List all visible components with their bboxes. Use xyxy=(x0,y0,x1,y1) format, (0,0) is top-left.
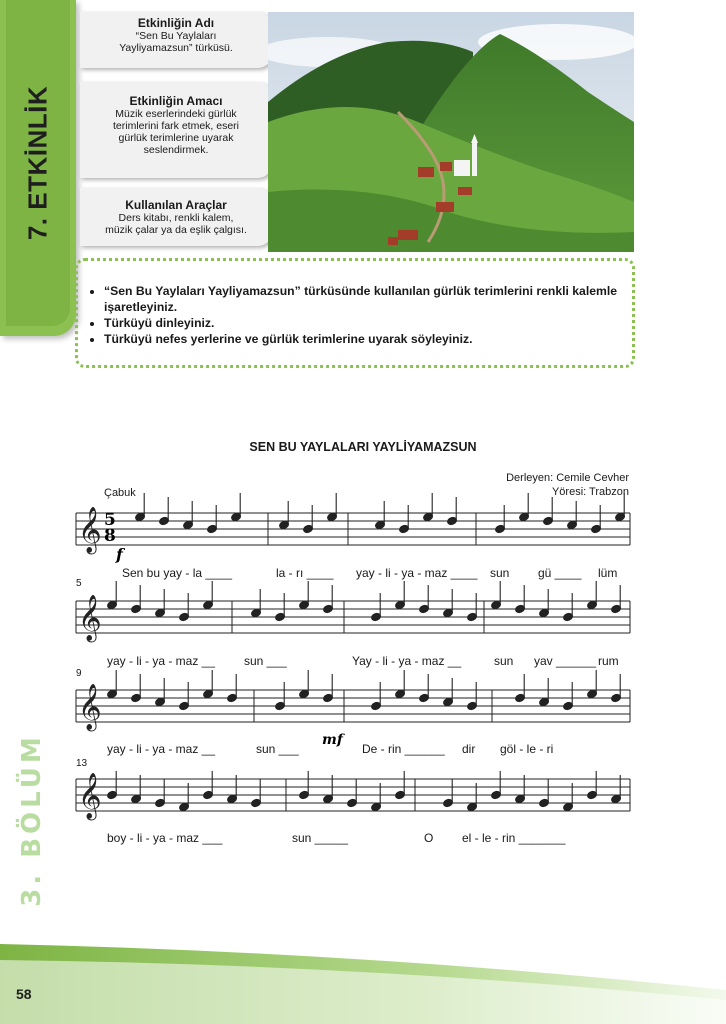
lyric-line-1: sun xyxy=(490,566,510,580)
tools-line: müzik çalar ya da eşlik çalgısı. xyxy=(105,224,247,236)
lyric-line-4: el - le - rin _______ xyxy=(462,831,566,845)
page-number: 58 xyxy=(16,986,32,1002)
lyric-line-3: göl - le - ri xyxy=(500,742,554,756)
activity-aim-line: gürlük terimlerine uyarak xyxy=(118,132,234,144)
lyric-line-3: dir xyxy=(462,742,476,756)
instruction-item: • Türküyü nefes yerlerine ve gürlük terimlerine uyarak söyleyiniz. xyxy=(104,331,622,347)
treble-clef-icon: 𝄞 xyxy=(78,684,102,730)
activity-tab-label: 7. ETKİNLİK xyxy=(22,85,53,241)
tools-line: Ders kitabı, renkli kalem, xyxy=(118,212,234,224)
activity-name-line: “Sen Bu Yaylaları xyxy=(135,30,217,42)
activity-name-line: Yayliyamazsun” türküsü. xyxy=(119,42,233,54)
lyric-line-3: sun ___ xyxy=(256,742,299,756)
dynamic-forte: f xyxy=(116,545,123,564)
tempo-marking: Çabuk xyxy=(104,487,136,499)
activity-name-title: Etkinliğin Adı xyxy=(137,16,215,30)
lyric-line-2: rum xyxy=(598,654,619,668)
chapter-label: 3. BÖLÜM xyxy=(17,733,47,907)
measure-number: 9 xyxy=(76,668,82,679)
lyric-line-1: Sen bu yay - la ____ xyxy=(122,566,233,580)
activity-aim-line: seslendirmek. xyxy=(143,144,209,156)
song-region: Yöresi: Trabzon xyxy=(551,486,629,498)
lyric-line-2: sun xyxy=(494,654,514,668)
lyric-line-2: sun ___ xyxy=(244,654,287,668)
instruction-item: • Türküyü dinleyiniz. xyxy=(104,315,622,331)
lyric-line-4: O xyxy=(424,831,434,845)
instruction-text: “Sen Bu Yaylaları Yayliyamazsun” türküsünde kullanılan gürlük terimlerini renkli kalemle xyxy=(104,284,617,298)
lyric-line-1: lüm xyxy=(598,566,618,580)
activity-aim-line: terimlerini fark etmek, eseri xyxy=(112,120,240,132)
treble-clef-icon: 𝄞 xyxy=(78,507,102,553)
footer-band xyxy=(0,930,726,1024)
lyric-line-3: De - rin ______ xyxy=(362,742,445,756)
song-title: SEN BU YAYLALARI YAYLİYAMAZSUN xyxy=(249,440,477,454)
time-signature-top: 5 xyxy=(104,510,116,530)
song-compiler: Derleyen: Cemile Cevher xyxy=(506,472,629,484)
activity-aim-title: Etkinliğin Amacı xyxy=(129,94,223,108)
lyric-line-2: Yay - li - ya - maz __ xyxy=(352,654,462,668)
measure-number: 13 xyxy=(76,758,88,769)
lyric-line-4: sun _____ xyxy=(292,831,349,845)
lyric-line-4: boy - li - ya - maz ___ xyxy=(107,831,223,845)
instruction-text: işaretleyiniz. xyxy=(104,300,178,314)
measure-number: 5 xyxy=(76,578,82,589)
lyric-line-1: yay - li - ya - maz ____ xyxy=(356,566,478,580)
lyric-line-1: la - rı ____ xyxy=(276,566,334,580)
lyric-line-1: gü ____ xyxy=(538,566,582,580)
lyric-line-2: yay - li - ya - maz __ xyxy=(107,654,216,668)
tools-title: Kullanılan Araçlar xyxy=(125,198,227,212)
dynamic-mezzo-forte: mf xyxy=(322,732,343,748)
treble-clef-icon: 𝄞 xyxy=(78,773,102,819)
time-signature-bottom: 8 xyxy=(104,526,116,546)
treble-clef-icon: 𝄞 xyxy=(78,595,102,641)
lyric-line-2: yav ______ xyxy=(534,654,597,668)
activity-aim-line: Müzik eserlerindeki gürlük xyxy=(115,108,237,120)
lyric-line-3: yay - li - ya - maz __ xyxy=(107,742,216,756)
